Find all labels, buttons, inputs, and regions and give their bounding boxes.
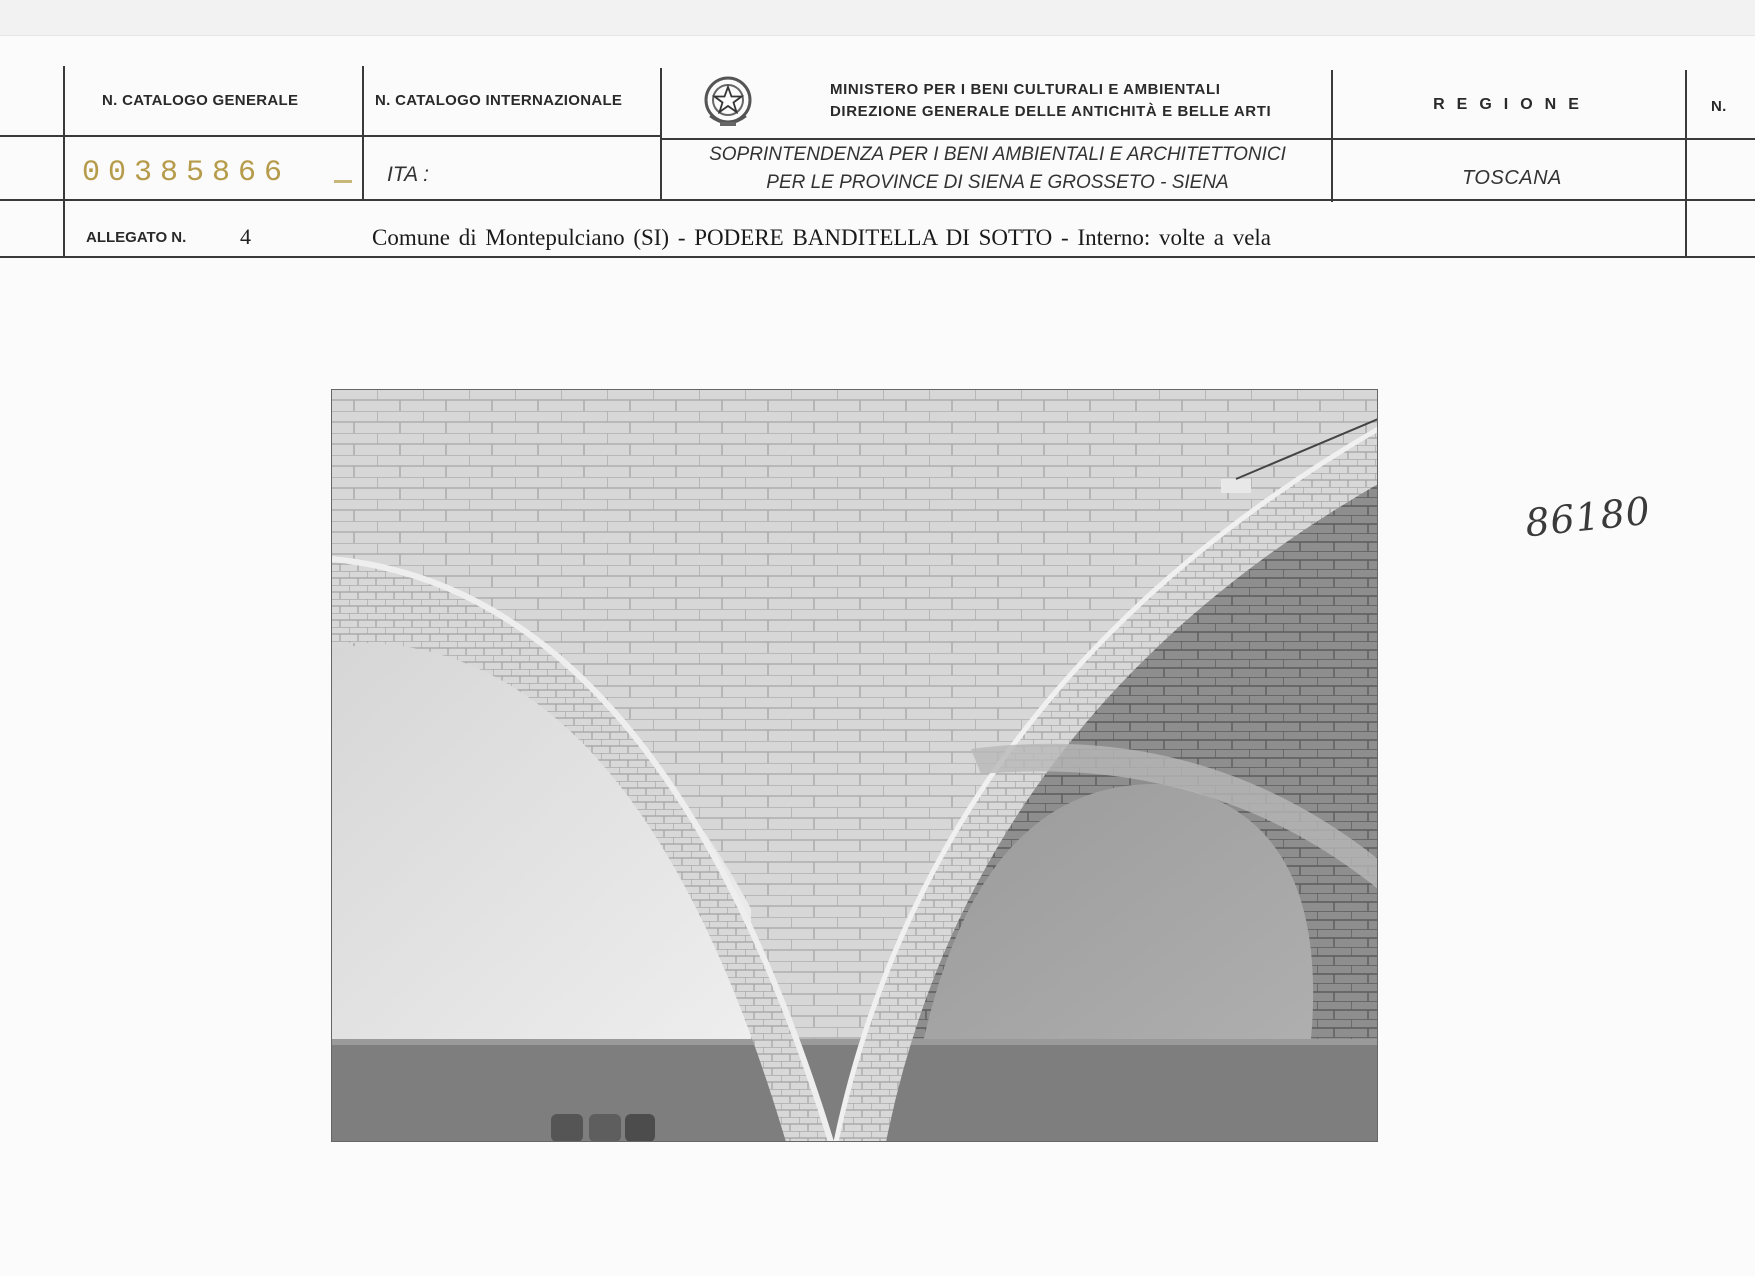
regione-label: REGIONE <box>1433 96 1591 113</box>
soprintendenza-line-1: SOPRINTENDENZA PER I BENI AMBIENTALI E ARCHITETTONICI <box>709 144 1286 165</box>
photo-caption: Comune di Montepulciano (SI) - PODERE BANDITELLA DI SOTTO - Interno: volte a vela <box>372 225 1272 250</box>
allegato-value: 4 <box>240 224 251 249</box>
soprintendenza-line-2: PER LE PROVINCE DI SIENA E GROSSETO - SIENA <box>766 172 1229 193</box>
header-col-sep-2 <box>362 66 364 200</box>
ministry-line-2: DIREZIONE GENERALE DELLE ANTICHITÀ E BELLE ARTI <box>830 103 1272 120</box>
allegato-label: ALLEGATO N. <box>86 229 187 246</box>
header-divider-top <box>0 135 660 137</box>
ministry-heading <box>830 79 1271 123</box>
header-col-sep-1 <box>63 66 65 256</box>
ministry-line-1: MINISTERO PER I BENI CULTURALI E AMBIENTALI <box>830 81 1221 98</box>
vault-photograph <box>331 389 1378 1142</box>
stamp-mark <box>334 180 352 183</box>
italian-republic-emblem-icon <box>702 72 754 132</box>
catalogo-generale-value: 00385866 <box>82 156 291 190</box>
header-divider-bottom <box>0 256 1755 258</box>
n-label: N. <box>1711 98 1727 115</box>
catalogo-generale-label: N. CATALOGO GENERALE <box>102 92 299 109</box>
header-divider-top-right <box>660 138 1755 140</box>
handwritten-inventory-number: 86180 <box>1523 488 1653 546</box>
soprintendenza-heading <box>665 141 1330 197</box>
catalogo-internazionale-value: ITA : <box>387 163 429 186</box>
regione-value: TOSCANA <box>1462 167 1562 189</box>
catalogo-internazionale-label: N. CATALOGO INTERNAZIONALE <box>375 92 623 109</box>
header-divider-middle <box>0 199 1755 201</box>
header-col-sep-3 <box>660 68 662 200</box>
